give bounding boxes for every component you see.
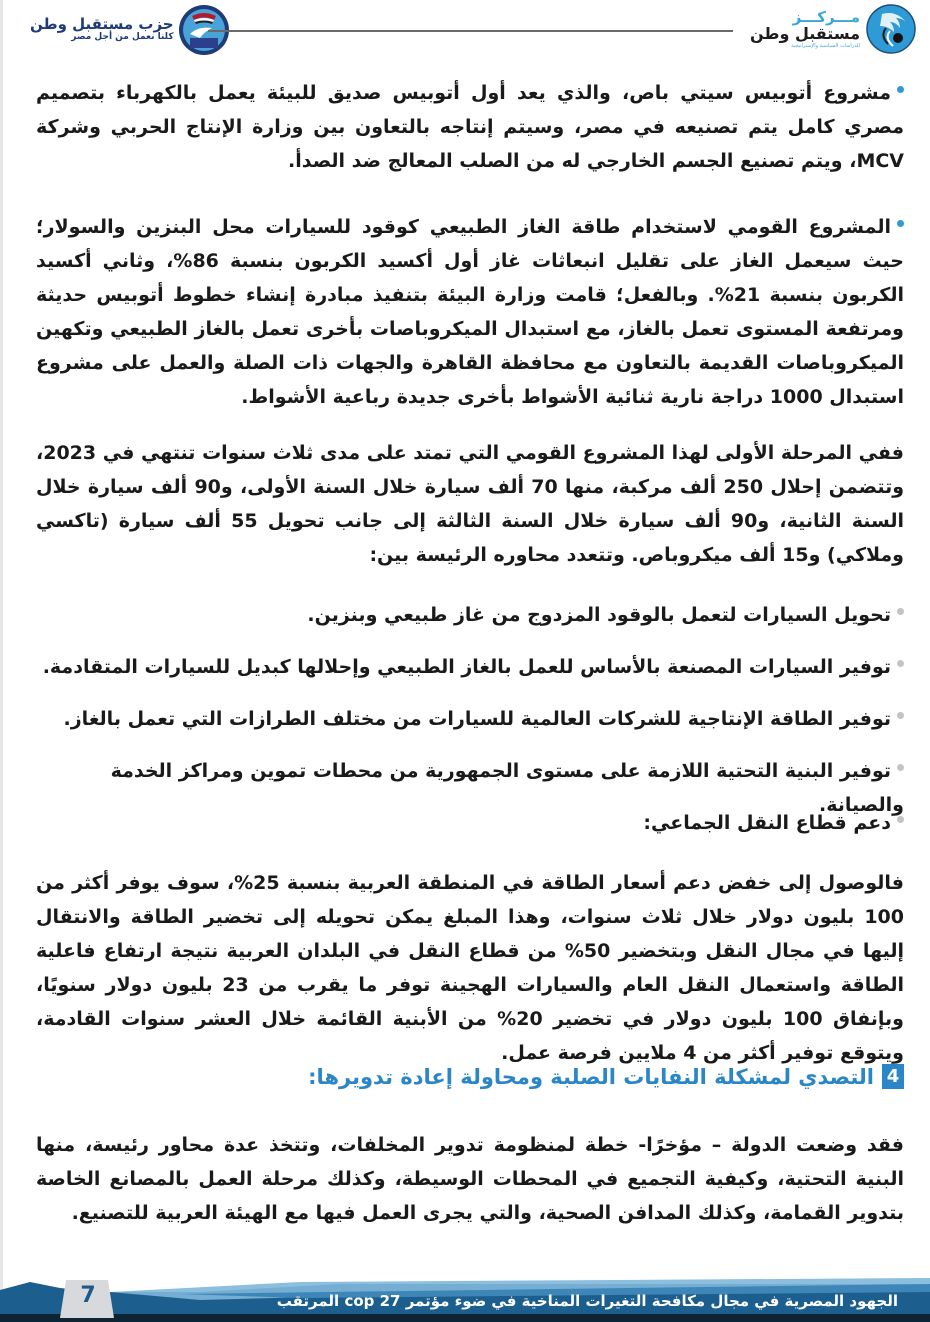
bullet-icon xyxy=(897,816,904,823)
center-logo-line1: مـــركـــز xyxy=(792,7,860,26)
paragraph-waste-recycling: فقد وضعت الدولة – مؤخرًا- خطة لمنظومة تدوير المخلفات، وتتخذ عدة محاور رئيسة، منها البنية التحتية، وكيفية التجميع في المحطات الوسيطة، وكذلك مرحلة العمل بالمصانع الخاصة بتدوير القمامة، وكذلك المدافن الصحية، والتي يجرى العمل فيها مع الهيئة العربية للتصنيع. xyxy=(36,1134,904,1224)
page-left-border xyxy=(0,0,3,1290)
paragraph-natural-gas xyxy=(36,210,904,414)
paragraph-text: مشروع أتوبيس سيتي باص، والذي يعد أول أتوبيس صديق للبيئة يعمل بالكهرباء بتصميم مصري كامل يتم تصنيعه في مصر، وسيتم إنتاجه بالتعاون بين وزارة الإنتاج الحربي وشركة MCV، ويتم تصنيع الجسم الخارجي له من الصلب المعالج ضد الصدأ. xyxy=(36,82,904,172)
list-item xyxy=(36,650,904,702)
footer-title: الجهود المصرية في مجال مكافحة التغيرات المناخية في ضوء مؤتمر cop 27 المرتقب xyxy=(276,1292,898,1310)
list-item xyxy=(36,806,904,858)
eagle-emblem-icon xyxy=(866,4,916,54)
center-logo-line2: مستقبل وطن xyxy=(749,23,860,43)
party-logo-slogan: كلنا نعمل من أجل مصر xyxy=(71,32,174,43)
party-logo xyxy=(30,4,230,56)
page-number: 7 xyxy=(80,1283,96,1308)
paragraph-text: المشروع القومي لاستخدام طاقة الغاز الطبيعي كوقود للسيارات محل البنزين والسولار؛ حيث سيعمل الغاز على تقليل انبعاثات غاز أول أكسيد الكربون بنسبة 86%، وثاني أكسيد الكربون بنسبة 21%. وبالفعل؛ قامت وزارة البيئة بتنفيذ مبادرة إنشاء خطوط أتوبيس حديثة ومرتفعة المستوى تعمل بالغاز، مع استبدال الميكروباصات بأخرى تعمل بالغاز الطبيعي وتكهين الميكروباصات القديمة بالتعاون مع محافظة القاهرة والجهات ذات الصلة والعمل على مشروع استبدال 1000 دراجة نارية ثنائية الأشواط بأخرى جديدة رباعية الأشواط. xyxy=(36,216,905,408)
list-item-text: توفير الطاقة الإنتاجية للشركات العالمية للسيارات من مختلف الطرازات التي تعمل بالغاز. xyxy=(63,708,891,730)
list-item-text: دعم قطاع النقل الجماعي: xyxy=(643,812,891,834)
page-footer xyxy=(0,1270,930,1322)
section-number-badge: 4 xyxy=(882,1064,904,1089)
bullet-icon xyxy=(897,86,904,93)
section-title: التصدي لمشكلة النفايات الصلبة ومحاولة إعادة تدويرها: xyxy=(308,1064,874,1089)
list-item-text: تحويل السيارات لتعمل بالوقود المزدوج من غاز طبيعي وبنزين. xyxy=(307,604,891,626)
bullet-icon xyxy=(897,220,904,227)
header-divider xyxy=(208,30,733,32)
bullet-icon xyxy=(897,608,904,615)
list-item-text: توفير السيارات المصنعة بالأساس للعمل بالغاز الطبيعي وإحلالها كبديل للسيارات المتقادمة. xyxy=(42,656,891,678)
center-logo xyxy=(750,4,916,54)
paragraph-city-bus xyxy=(36,76,904,178)
page-header xyxy=(0,0,930,58)
bullet-icon xyxy=(897,712,904,719)
section-heading xyxy=(36,1064,904,1089)
party-logo-title: حزب مستقبل وطن xyxy=(30,15,174,34)
bullet-icon xyxy=(897,764,904,771)
axes-list xyxy=(36,598,904,858)
list-item xyxy=(36,702,904,754)
paragraph-energy-subsidy: فالوصول إلى خفض دعم أسعار الطاقة في المنطقة العربية بنسبة 25%، سوف يوفر أكثر من 100 بليون دولار خلال ثلاث سنوات، وهذا المبلغ يمكن تحويله إلى تخضير الطاقة والانتقال إليها في مجال النقل وبتخضير 50% من قطاع النقل في البلدان العربية نتيجة ارتفاع فاعلية الطاقة واستعمال النقل العام والسيارات الهجينة توفر ما يقرب من 23 بليون دولار سنويًا، وبإنفاق 100 بليون دولار في تخضير 20% من الأبنية القائمة خلال العشر سنوات القادمة، ويتوقع توفير أكثر من 4 ملايين فرصة عمل. xyxy=(36,872,905,1064)
list-item xyxy=(36,598,904,650)
list-item-text: توفير البنية التحتية اللازمة على مستوى الجمهورية من محطات تموين ومراكز الخدمة والصيانة. xyxy=(110,760,904,816)
bullet-icon xyxy=(897,660,904,667)
center-logo-subtitle: للدراسات السياسية والإستراتيجية xyxy=(791,42,860,49)
list-item xyxy=(36,754,904,816)
paragraph-first-phase: ففي المرحلة الأولى لهذا المشروع القومي التي تمتد على مدى ثلاث سنوات تنتهي في 2023، وتتضمن إحلال 250 ألف مركبة، منها 70 ألف سيارة خلال السنة الأولى، و90 ألف سيارة خلال السنة الثانية، و90 ألف سيارة خلال السنة الثالثة إلى جانب تحويل 55 ألف سيارة (تاكسي وملاكي) و15 ألف ميكروباص. وتتعدد محاوره الرئيسة بين: xyxy=(36,442,905,566)
